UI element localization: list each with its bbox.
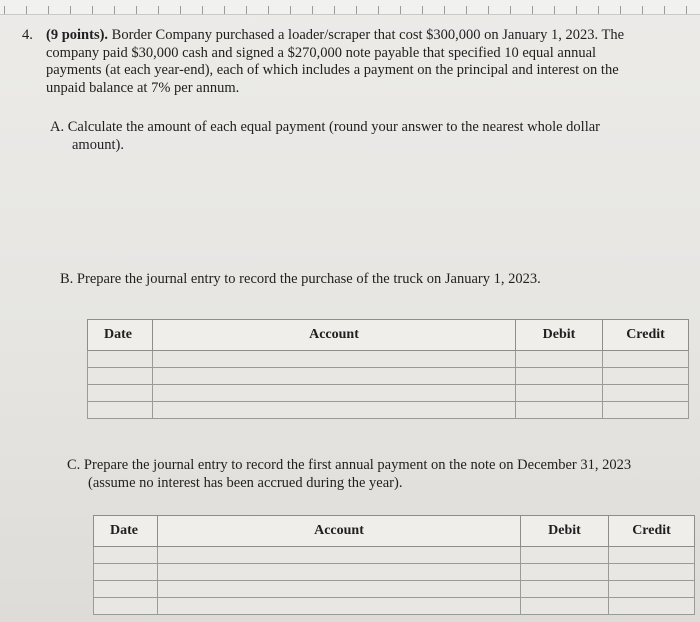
part-c-line-1: C. Prepare the journal entry to record the first annual payment on the note on December 31, 2023 — [67, 457, 632, 473]
table-row — [88, 402, 689, 419]
credit-cell[interactable] — [609, 598, 695, 615]
header-credit: Credit — [609, 516, 695, 547]
account-cell[interactable] — [153, 385, 516, 402]
account-cell[interactable] — [153, 351, 516, 368]
header-date: Date — [94, 516, 158, 547]
credit-cell[interactable] — [609, 581, 695, 598]
ruler-tick — [444, 6, 445, 14]
journal-table-c — [93, 515, 695, 615]
table-row — [94, 564, 695, 581]
ruler-tick — [488, 6, 489, 14]
ruler-tick — [224, 6, 225, 14]
account-cell[interactable] — [158, 581, 521, 598]
table-header-row — [94, 516, 695, 547]
ruler-tick — [510, 6, 511, 14]
account-cell[interactable] — [153, 402, 516, 419]
table-row — [94, 581, 695, 598]
credit-cell[interactable] — [603, 385, 689, 402]
debit-cell[interactable] — [521, 581, 609, 598]
question-line-1 — [46, 27, 666, 45]
credit-cell[interactable] — [609, 564, 695, 581]
debit-cell[interactable] — [521, 598, 609, 615]
ruler-tick — [4, 6, 5, 14]
date-cell[interactable] — [94, 598, 158, 615]
header-account: Account — [158, 516, 521, 547]
journal-table-b — [87, 319, 689, 419]
ruler-tick — [576, 6, 577, 14]
ruler-tick — [290, 6, 291, 14]
question-line-1-text: Border Company purchased a loader/scraper that cost $300,000 on January 1, 2023. The — [111, 27, 625, 43]
table-row — [88, 351, 689, 368]
header-credit: Credit — [603, 320, 689, 351]
ruler-tick — [26, 6, 27, 14]
credit-cell[interactable] — [603, 368, 689, 385]
ruler-tick — [378, 6, 379, 14]
ruler-tick — [400, 6, 401, 14]
account-cell[interactable] — [158, 564, 521, 581]
debit-cell[interactable] — [516, 351, 603, 368]
debit-cell[interactable] — [516, 385, 603, 402]
date-cell[interactable] — [88, 385, 153, 402]
question-line-3: payments (at each year-end), each of which includes a payment on the principal and interest on the — [46, 62, 619, 78]
ruler-tick — [180, 6, 181, 14]
part-a-line-2: amount). — [72, 136, 124, 153]
account-cell[interactable] — [153, 368, 516, 385]
date-cell[interactable] — [94, 547, 158, 564]
ruler-tick — [686, 6, 687, 14]
date-cell[interactable] — [88, 368, 153, 385]
table-header-row — [88, 320, 689, 351]
table-row — [88, 368, 689, 385]
table-row — [88, 385, 689, 402]
top-ruler — [0, 0, 700, 15]
ruler-tick — [312, 6, 313, 14]
question-text — [46, 27, 666, 97]
ruler-tick — [422, 6, 423, 14]
header-debit: Debit — [516, 320, 603, 351]
ruler-tick — [158, 6, 159, 14]
date-cell[interactable] — [94, 581, 158, 598]
credit-cell[interactable] — [603, 351, 689, 368]
ruler-tick — [136, 6, 137, 14]
header-account: Account — [153, 320, 516, 351]
part-b-prompt: B. Prepare the journal entry to record the purchase of the truck on January 1, 2023. — [60, 271, 541, 287]
header-debit: Debit — [521, 516, 609, 547]
ruler-tick — [598, 6, 599, 14]
credit-cell[interactable] — [603, 402, 689, 419]
part-a-line-1: A. Calculate the amount of each equal payment (round your answer to the nearest whole dollar — [50, 119, 601, 135]
ruler-tick — [664, 6, 665, 14]
ruler-tick — [620, 6, 621, 14]
date-cell[interactable] — [94, 564, 158, 581]
debit-cell[interactable] — [516, 402, 603, 419]
part-a-prompt — [50, 119, 630, 154]
ruler-tick — [532, 6, 533, 14]
table-row — [94, 598, 695, 615]
ruler-tick — [642, 6, 643, 14]
table-row — [94, 547, 695, 564]
account-cell[interactable] — [158, 547, 521, 564]
header-date: Date — [88, 320, 153, 351]
ruler-tick — [356, 6, 357, 14]
ruler-tick — [70, 6, 71, 14]
ruler-tick — [246, 6, 247, 14]
credit-cell[interactable] — [609, 547, 695, 564]
ruler-tick — [202, 6, 203, 14]
question-line-4: unpaid balance at 7% per annum. — [46, 79, 240, 96]
ruler-tick — [334, 6, 335, 14]
ruler-tick — [466, 6, 467, 14]
ruler-tick — [554, 6, 555, 14]
ruler-tick — [92, 6, 93, 14]
part-c-line-2: (assume no interest has been accrued during the year). — [88, 474, 403, 491]
debit-cell[interactable] — [521, 547, 609, 564]
ruler-tick — [268, 6, 269, 14]
ruler-tick — [114, 6, 115, 14]
question-points: (9 points). — [46, 27, 109, 43]
ruler-tick — [48, 6, 49, 14]
date-cell[interactable] — [88, 402, 153, 419]
debit-cell[interactable] — [516, 368, 603, 385]
part-c-prompt — [67, 457, 667, 492]
question-number: 4. — [22, 27, 33, 43]
question-line-2: company paid $30,000 cash and signed a $270,000 note payable that specified 10 equal annual — [46, 44, 597, 61]
date-cell[interactable] — [88, 351, 153, 368]
debit-cell[interactable] — [521, 564, 609, 581]
account-cell[interactable] — [158, 598, 521, 615]
